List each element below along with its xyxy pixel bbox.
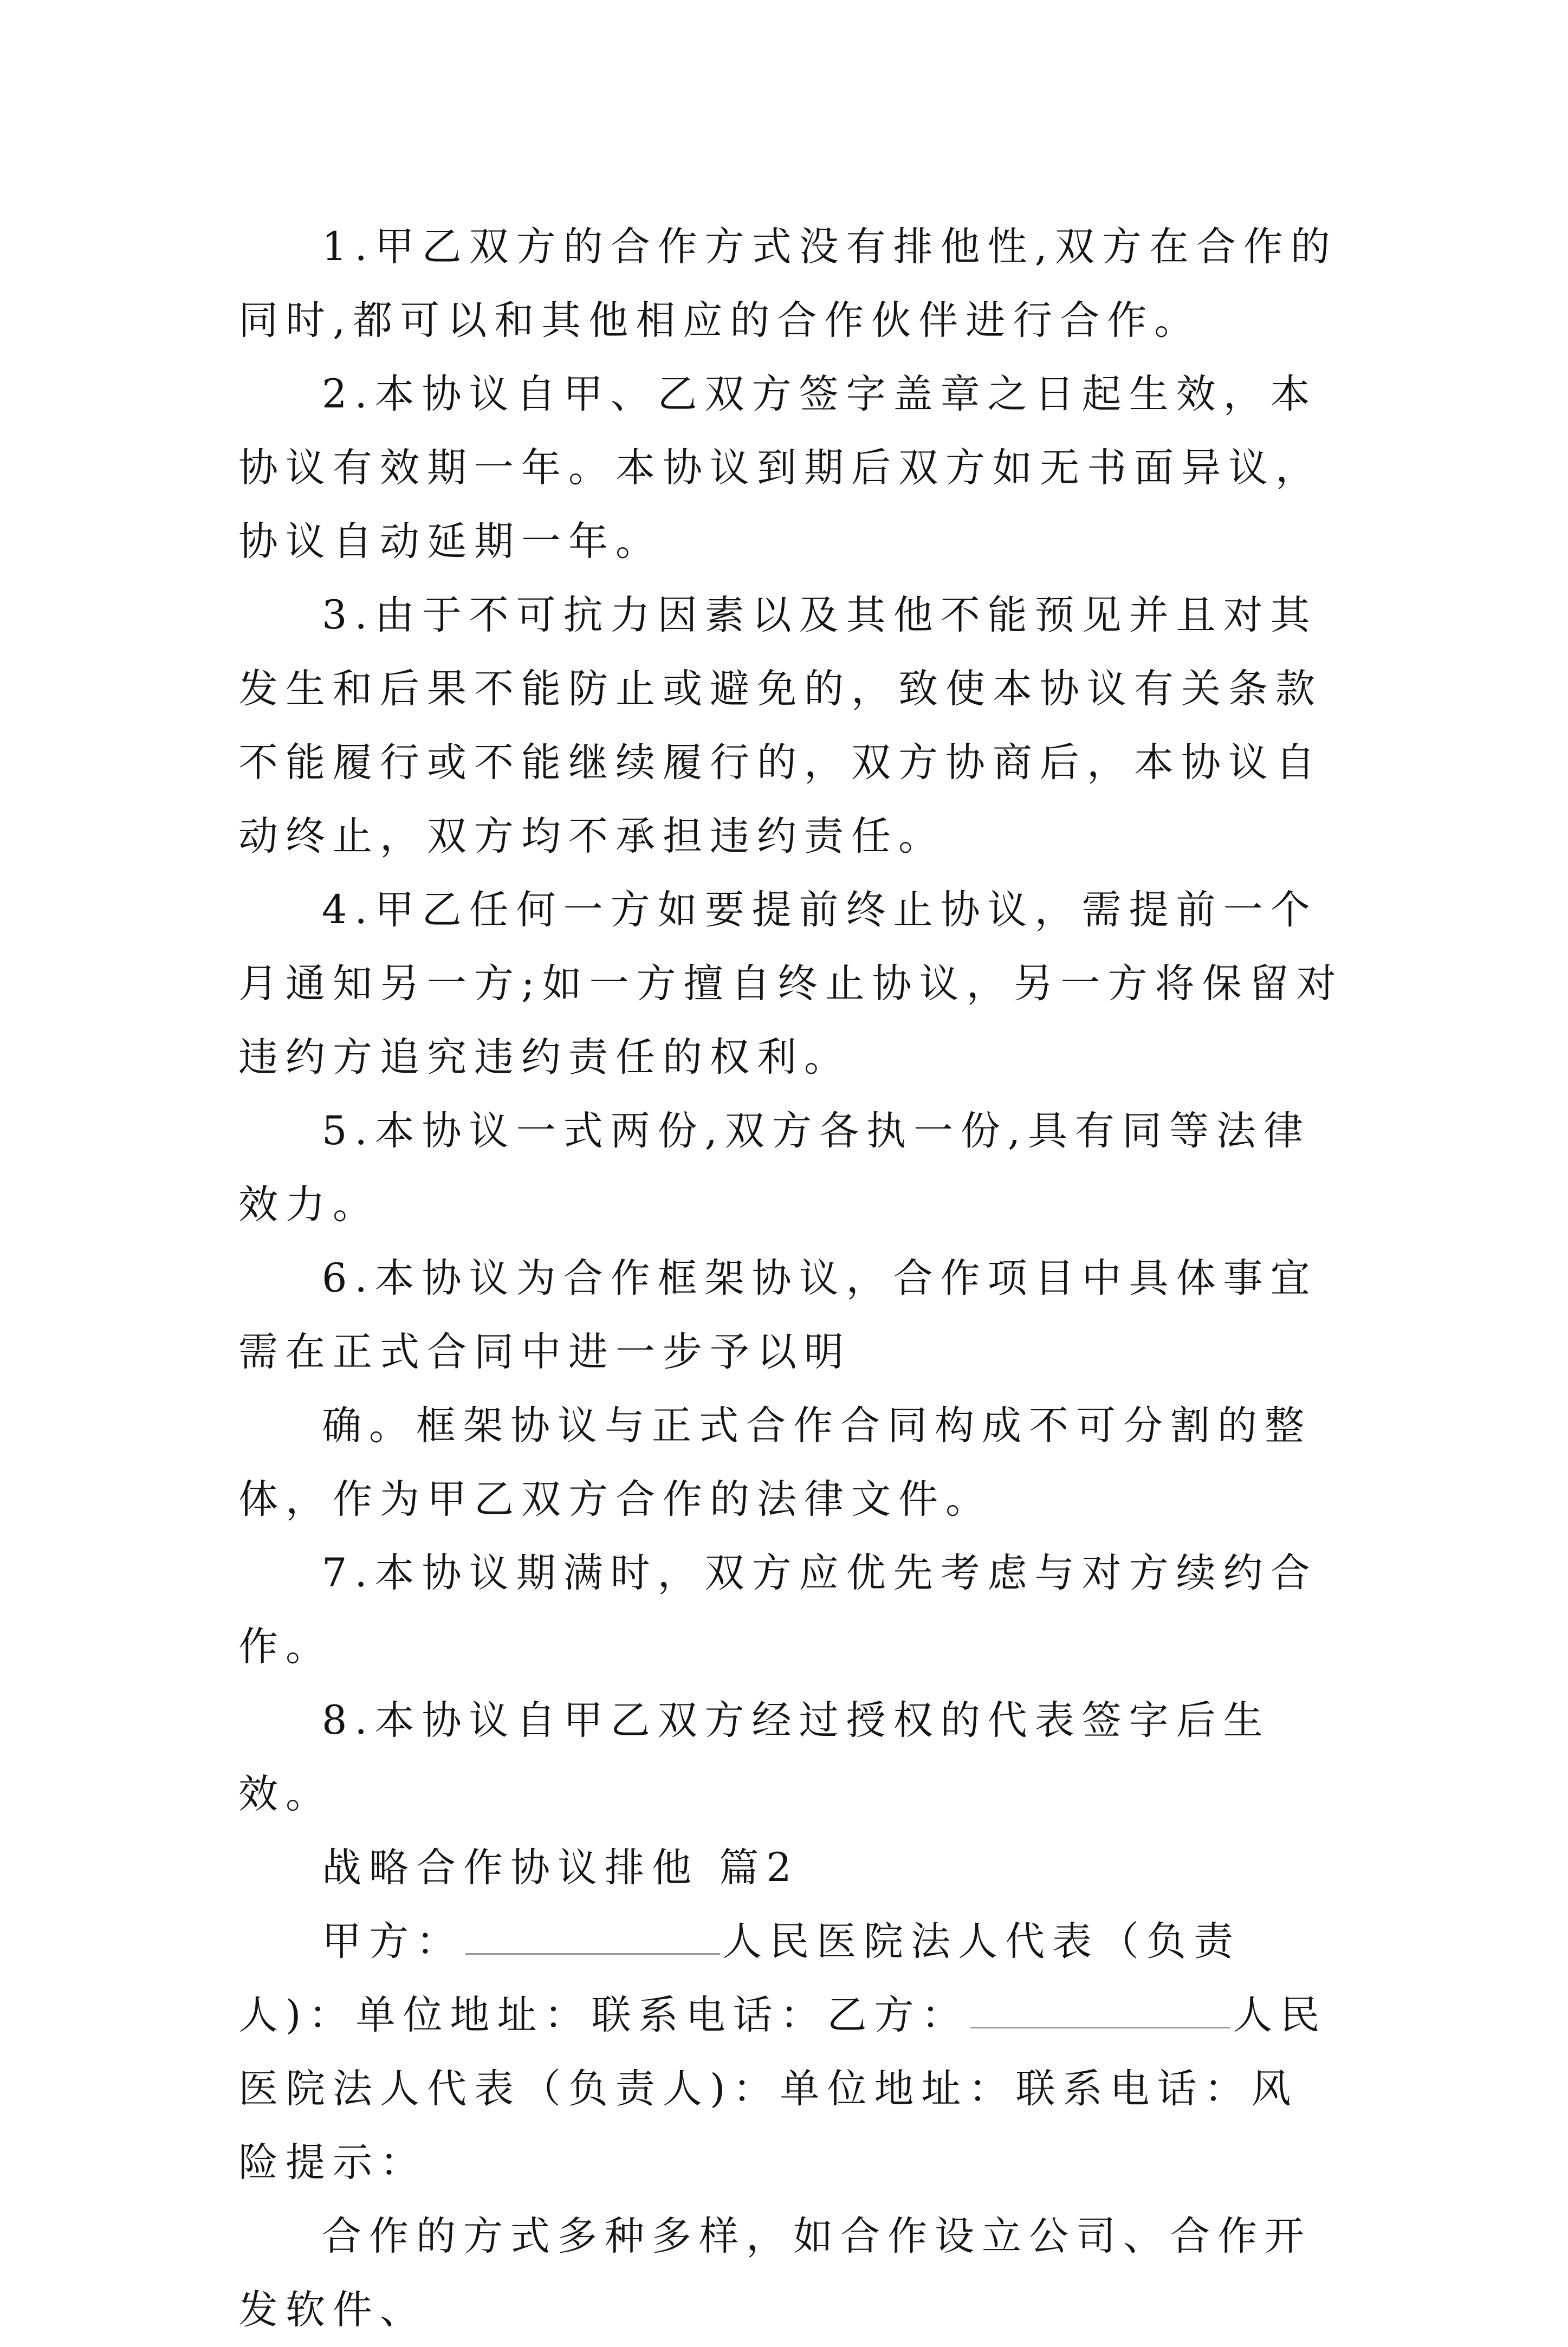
parties-paragraph	[238, 1905, 1344, 2200]
clause-6: 6.本协议为合作框架协议，合作项目中具体事宜需在正式合同中进一步予以明	[238, 1255, 1318, 1375]
cooperation-paragraph: 合作的方式多种多样，如合作设立公司、合作开发软件、	[238, 2213, 1312, 2333]
clause-6-continued: 确。框架协议与正式合作合同构成不可分割的整体，作为甲乙双方合作的法律文件。	[238, 1403, 1312, 1522]
party-b-blank-field[interactable]	[970, 1989, 1230, 2028]
clause-5: 5.本协议一式两份,双方各执一份,具有同等法律效力。	[238, 1108, 1311, 1228]
party-a-blank-field[interactable]	[465, 1915, 720, 1955]
clause-1: 1.甲乙双方的合作方式没有排他性,双方在合作的同时,都可以和其他相应的合作伙伴进行合作。	[238, 224, 1338, 343]
document-body	[238, 210, 1344, 2347]
clause-8: 8.本协议自甲乙双方经过授权的代表签字后生效。	[238, 1697, 1271, 1817]
party-a-text: 人民医院法人代表（负责人)：单位地址：联系电话：乙方：	[238, 1918, 1241, 2038]
clause-2: 2.本协议自甲、乙双方签字盖章之日起生效，本协议有效期一年。本协议到期后双方如无书面异议，协议自动延期一年。	[238, 371, 1323, 565]
clause-7: 7.本协议期满时，双方应优先考虑与对方续约合作。	[238, 1550, 1318, 1670]
party-b-text: 人民医院法人代表（负责人)：单位地址：联系电话：风险提示：	[238, 1992, 1327, 2186]
party-a-label: 甲方：	[322, 1918, 463, 1965]
clause-3: 3.由于不可抗力因素以及其他不能预见并且对其发生和后果不能防止或避免的，致使本协议有关条款不能履行或不能继续履行的，双方协商后，本协议自动终止，双方均不承担违约责任。	[238, 592, 1323, 859]
clause-4: 4.甲乙任何一方如要提前终止协议，需提前一个月通知另一方;如一方擅自终止协议，另一方将保留对违约方追究违约责任的权利。	[238, 887, 1344, 1080]
section-heading: 战略合作协议排他 篇2	[322, 1845, 799, 1891]
